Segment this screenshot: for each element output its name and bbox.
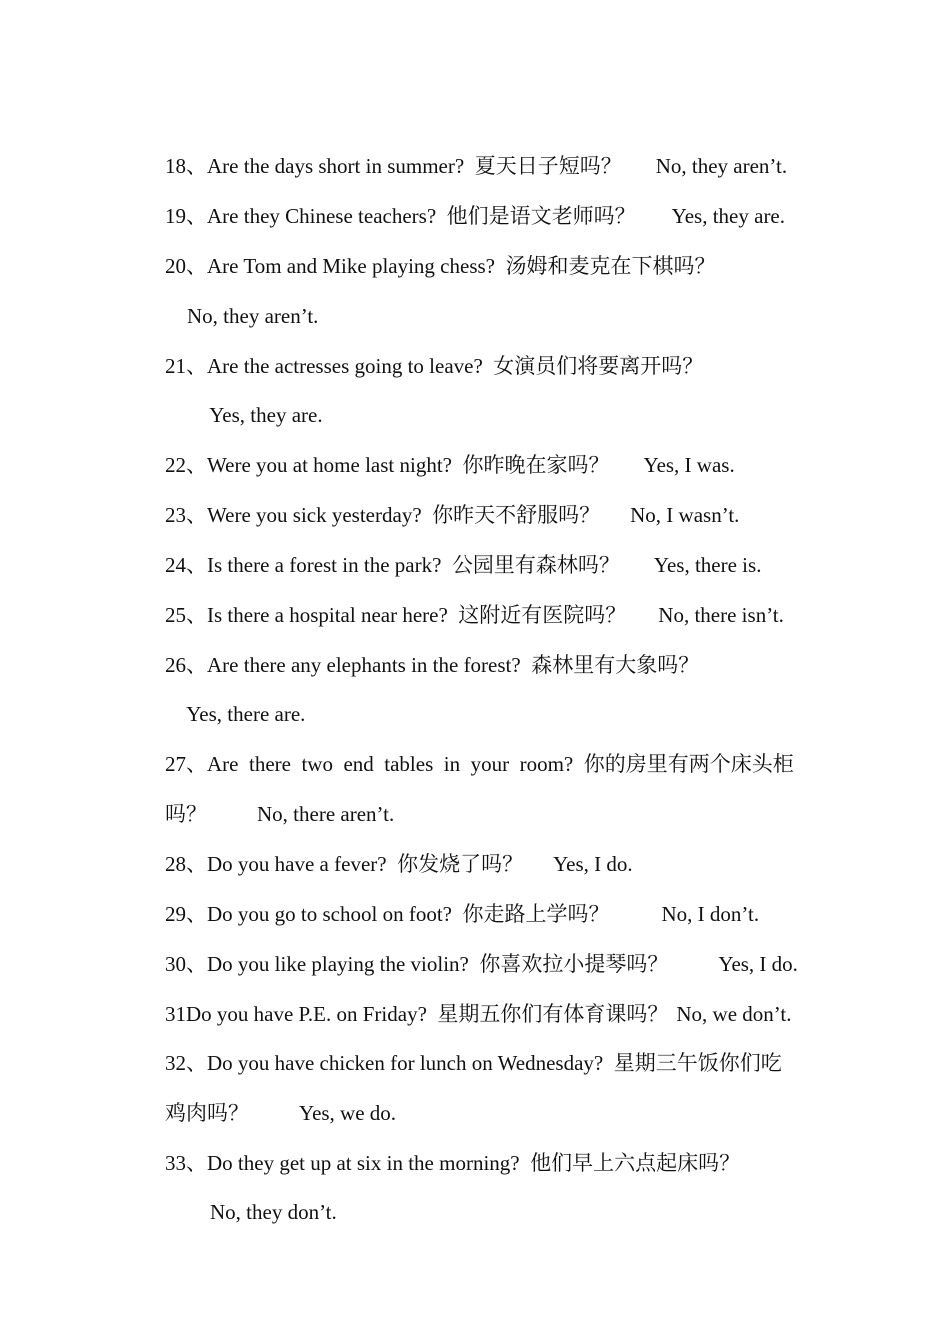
- answer-text: No, there aren’t.: [257, 802, 395, 826]
- answer-text: No, they aren’t.: [187, 304, 319, 328]
- question-text: 29、Do you go to school on foot? 你走路上学吗？: [165, 902, 610, 926]
- qa-item-21-answer: [189, 370, 323, 427]
- question-text: 31Do you have P.E. on Friday? 星期五你们有体育课吗？: [165, 1002, 669, 1026]
- qa-item-33-answer: [189, 1167, 337, 1224]
- question-text: 24、Is there a forest in the park? 公园里有森林吗？: [165, 553, 620, 577]
- answer-text: No, I wasn’t.: [630, 503, 740, 527]
- question-text: 18、Are the days short in summer? 夏天日子短吗？: [165, 154, 622, 178]
- qa-item-33: [144, 1118, 741, 1175]
- answer-text: Yes, I was.: [643, 453, 735, 477]
- question-text: 26、Are there any elephants in the forest? 森林里有大象吗？: [165, 653, 700, 677]
- question-text: 33、Do they get up at six in the morning? 他们早上六点起床吗？: [165, 1151, 741, 1175]
- question-text: 19、Are they Chinese teachers? 他们是语文老师吗？: [165, 204, 636, 228]
- qa-item-30: [144, 919, 798, 976]
- question-text: 22、Were you at home last night? 你昨晚在家吗？: [165, 453, 610, 477]
- qa-item-28: [144, 819, 633, 876]
- qa-item-32-continued: [144, 1068, 397, 1125]
- qa-item-32: [144, 1018, 782, 1075]
- answer-text: Yes, there is.: [653, 553, 762, 577]
- qa-item-27: [144, 719, 794, 776]
- answer-text: Yes, I do.: [553, 852, 633, 876]
- question-continuation: 鸡肉吗？: [165, 1101, 249, 1125]
- answer-text: No, I don’t.: [661, 902, 760, 926]
- answer-text: No, there isn’t.: [658, 603, 784, 627]
- qa-item-31: [144, 969, 792, 1026]
- qa-item-19: [144, 171, 786, 228]
- qa-item-24: [144, 520, 762, 577]
- answer-text: No, we don’t.: [676, 1002, 792, 1026]
- answer-text: Yes, they are.: [671, 204, 786, 228]
- question-text: 32、Do you have chicken for lunch on Wednesday? 星期三午饭你们吃: [165, 1051, 782, 1075]
- qa-item-20-answer: [166, 271, 319, 328]
- qa-item-26: [144, 620, 700, 677]
- answer-text: Yes, I do.: [718, 952, 798, 976]
- qa-item-25: [144, 570, 784, 627]
- qa-item-18: [144, 121, 788, 178]
- qa-item-21: [144, 321, 704, 378]
- qa-item-22: [144, 420, 735, 477]
- question-text: 28、Do you have a fever? 你发烧了吗？: [165, 852, 524, 876]
- qa-item-23: [144, 470, 740, 527]
- question-text: 23、Were you sick yesterday? 你昨天不舒服吗？: [165, 503, 601, 527]
- question-continuation: 吗？: [165, 802, 207, 826]
- answer-text: Yes, there are.: [186, 702, 306, 726]
- question-text: 20、Are Tom and Mike playing chess? 汤姆和麦克在下棋吗？: [165, 254, 716, 278]
- question-text: 21、Are the actresses going to leave? 女演员们将要离开吗？: [165, 354, 704, 378]
- question-text: 27、Are there two end tables in your room? 你的房里有两个床头柜: [165, 752, 794, 776]
- answer-text: Yes, we do.: [299, 1101, 397, 1125]
- qa-item-26-answer: [166, 669, 306, 726]
- question-text: 25、Is there a hospital near here? 这附近有医院吗？: [165, 603, 627, 627]
- qa-item-29: [144, 869, 760, 926]
- qa-item-20: [144, 221, 716, 278]
- answer-text: Yes, they are.: [209, 403, 323, 427]
- answer-text: No, they don’t.: [210, 1200, 337, 1224]
- answer-text: No, they aren’t.: [655, 154, 788, 178]
- question-text: 30、Do you like playing the violin? 你喜欢拉小提琴吗？: [165, 952, 669, 976]
- qa-item-27-continued: [144, 769, 395, 826]
